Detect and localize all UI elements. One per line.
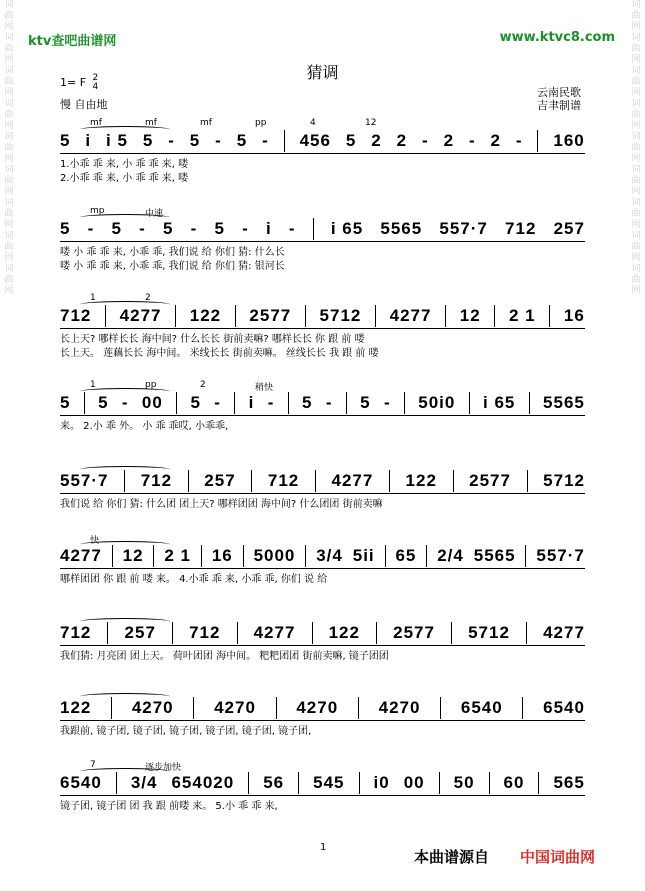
meter-top: 2 bbox=[92, 73, 99, 83]
beam-line bbox=[60, 645, 585, 646]
watermark-glyph: 曲 bbox=[631, 110, 641, 120]
bar-line bbox=[385, 545, 386, 567]
bar-line bbox=[237, 622, 238, 644]
watermark-glyph: 词 bbox=[631, 99, 641, 109]
notation-line bbox=[60, 470, 585, 492]
meter-bottom: 4 bbox=[92, 82, 99, 92]
watermark-glyph: 网 bbox=[631, 286, 641, 296]
bar-line bbox=[346, 392, 347, 414]
watermark-glyph: 网 bbox=[4, 22, 14, 32]
note-group: 712 bbox=[505, 219, 537, 238]
source-label: 本曲谱源自 bbox=[414, 848, 490, 866]
note-group: - bbox=[262, 131, 269, 150]
watermark-glyph: 网 bbox=[4, 154, 14, 164]
score-mark: 稍快 bbox=[255, 383, 274, 393]
bar-line bbox=[176, 392, 177, 414]
note-group: 4277 bbox=[119, 306, 162, 325]
score-arranger: 吉聿制谱 bbox=[537, 99, 581, 112]
note-group: 00 bbox=[403, 773, 425, 792]
note-group: 5712 bbox=[468, 623, 510, 642]
note-group: 557·7 bbox=[60, 471, 109, 490]
bar-line bbox=[440, 697, 441, 719]
note-group: 4270 bbox=[296, 698, 339, 717]
note-group: 257 bbox=[553, 219, 585, 238]
note-group: 50i0 bbox=[418, 393, 456, 412]
note-group: 5 bbox=[98, 393, 109, 412]
song-title: 猜调 bbox=[306, 63, 339, 82]
beam-line bbox=[60, 415, 585, 416]
bar-line bbox=[107, 622, 108, 644]
score-mark: pp bbox=[255, 118, 267, 128]
note-group: 2 bbox=[371, 131, 382, 150]
note-group: 2577 bbox=[249, 306, 292, 325]
watermark-glyph: 词 bbox=[4, 99, 14, 109]
note-group: 4270 bbox=[378, 698, 421, 717]
note-group: 557·7 bbox=[536, 546, 585, 565]
lyric-line: 长上天。 莲藕长长 海中间。 米线长长 街前卖嘛。 丝线长长 我 跟 前 喽 bbox=[60, 348, 379, 359]
lyric-line: 1.小乖 乖 来, 小 乖 乖 来, 喽 bbox=[60, 159, 189, 170]
note-group: 5565 bbox=[473, 546, 516, 565]
note-group: - bbox=[468, 131, 476, 150]
bar-line bbox=[84, 392, 85, 414]
note-group: i bbox=[85, 131, 92, 150]
lyric-line: 2.小乖 乖 来, 小 乖 乖 来, 喽 bbox=[60, 173, 189, 184]
watermark-glyph: 词 bbox=[4, 264, 14, 274]
bar-line bbox=[288, 392, 289, 414]
watermark-glyph: 词 bbox=[631, 198, 641, 208]
score-row bbox=[60, 697, 585, 739]
watermark-glyph: 曲 bbox=[631, 11, 641, 21]
lyric-line: 长上天? 哪样长长 海中间? 什么长长 街前卖嘛? 哪样长长 你 跟 前 喽 bbox=[60, 334, 365, 345]
lyric-line: 喽 小 乖 乖 来, 小乖 乖, 我们说 给 你们 猜: 什么长 bbox=[60, 247, 285, 258]
bar-line bbox=[494, 305, 495, 327]
key-signature bbox=[60, 74, 98, 92]
note-group: i 5 bbox=[106, 131, 128, 150]
note-group: 12 bbox=[459, 306, 481, 325]
note-group: 5 bbox=[190, 393, 201, 412]
note-group: 545 bbox=[313, 773, 345, 792]
score-row bbox=[60, 206, 585, 274]
note-group: 00 bbox=[141, 393, 163, 412]
watermark-glyph: 网 bbox=[4, 286, 14, 296]
note-group: 4270 bbox=[214, 698, 256, 717]
bar-line bbox=[305, 305, 306, 327]
lyric-line: 来。 2.小 乖 外。 小 乖 乖哎, 小乖乖, bbox=[60, 421, 229, 432]
bar-line bbox=[276, 697, 277, 719]
note-group: 50 bbox=[453, 773, 475, 792]
note-group: 65 bbox=[395, 546, 417, 565]
note-group: - bbox=[515, 131, 523, 150]
bar-line bbox=[112, 545, 113, 567]
score-mark: 4 bbox=[310, 118, 316, 128]
note-group: 4270 bbox=[131, 698, 174, 717]
bar-line bbox=[116, 772, 117, 794]
note-group: 6540 bbox=[543, 698, 585, 717]
bar-line bbox=[549, 305, 550, 327]
watermark-glyph: 词 bbox=[631, 33, 641, 43]
watermark-glyph: 网 bbox=[631, 121, 641, 131]
note-group: - bbox=[215, 131, 222, 150]
note-group: 5 bbox=[360, 393, 371, 412]
note-group: 257 bbox=[204, 471, 236, 490]
note-group: 5565 bbox=[543, 393, 585, 412]
note-group: 4277 bbox=[389, 306, 432, 325]
note-group: 5 bbox=[60, 393, 71, 412]
watermark-glyph: 曲 bbox=[631, 77, 641, 87]
note-group: 2577 bbox=[469, 471, 511, 490]
watermark-glyph: 曲 bbox=[631, 242, 641, 252]
score-row bbox=[60, 622, 585, 664]
bar-line bbox=[305, 545, 306, 567]
bar-line bbox=[469, 392, 470, 414]
note-group: 712 bbox=[267, 471, 300, 490]
score-mark: mf bbox=[145, 118, 157, 128]
bar-line bbox=[188, 470, 189, 492]
notation-line bbox=[60, 545, 585, 567]
note-group: 3/4 bbox=[316, 546, 343, 565]
note-group: - bbox=[190, 219, 198, 238]
note-group: 654020 bbox=[171, 773, 235, 792]
bar-line bbox=[489, 772, 490, 794]
lyric-line: 我们猜: 月亮团 团上天。 荷叶团团 海中间。 粑粑团团 街前卖嘛, 镜子团团 bbox=[60, 651, 389, 662]
note-group: 712 bbox=[60, 306, 92, 325]
note-group: 160 bbox=[553, 131, 585, 150]
note-group: 2/4 bbox=[437, 546, 464, 565]
watermark-glyph: 词 bbox=[631, 165, 641, 175]
watermark-glyph: 网 bbox=[631, 187, 641, 197]
note-group: 5565 bbox=[380, 219, 423, 238]
note-group: 2 bbox=[396, 131, 408, 150]
watermark-glyph: 曲 bbox=[631, 275, 641, 285]
note-group: i 65 bbox=[483, 393, 516, 412]
watermark-glyph: 词 bbox=[4, 66, 14, 76]
tempo-marking: 慢 自由地 bbox=[60, 98, 108, 111]
page-number: 1 bbox=[320, 842, 327, 853]
bar-line bbox=[284, 130, 285, 152]
bar-line bbox=[172, 622, 173, 644]
notation-line bbox=[60, 697, 585, 719]
brand-name[interactable]: 中国词曲网 bbox=[520, 848, 596, 866]
note-group: i bbox=[248, 393, 255, 412]
watermark-glyph: 曲 bbox=[4, 143, 14, 153]
watermark-glyph: 曲 bbox=[631, 209, 641, 219]
note-group: - bbox=[422, 131, 429, 150]
score-mark: 12 bbox=[365, 118, 377, 128]
bar-line bbox=[358, 697, 359, 719]
score-mark: mp bbox=[90, 206, 105, 216]
note-group: 2 1 bbox=[164, 546, 192, 565]
notation-line bbox=[60, 622, 585, 644]
bar-line bbox=[537, 130, 538, 152]
watermark-glyph: 词 bbox=[4, 132, 14, 142]
watermark-glyph: 网 bbox=[4, 55, 14, 65]
watermark-glyph: 网 bbox=[631, 220, 641, 230]
watermark-glyph: 词 bbox=[631, 264, 641, 274]
note-group: i 65 bbox=[330, 219, 364, 238]
note-group: 5 bbox=[60, 131, 71, 150]
bar-line bbox=[298, 772, 299, 794]
note-group: 5712 bbox=[543, 471, 585, 490]
bar-line bbox=[439, 772, 440, 794]
bar-line bbox=[538, 772, 539, 794]
note-group: 5000 bbox=[253, 546, 296, 565]
beam-line bbox=[60, 241, 585, 242]
song-origin: 云南民歌 bbox=[537, 86, 581, 99]
notation-line bbox=[60, 218, 585, 240]
score-mark: 2 bbox=[145, 293, 151, 303]
lyric-line: 我们说 给 你们 猜: 什么团 团上天? 哪样团团 海中间? 什么团团 街前卖嘛 bbox=[60, 499, 383, 510]
note-group: 565 bbox=[553, 773, 585, 792]
note-group: 6540 bbox=[60, 773, 102, 792]
note-group: 2 1 bbox=[508, 306, 536, 325]
notation-line bbox=[60, 392, 585, 414]
score-row bbox=[60, 293, 585, 361]
key-label: 1= F bbox=[60, 76, 87, 89]
note-group: 5 bbox=[162, 219, 174, 238]
bar-line bbox=[389, 470, 390, 492]
score-mark: 1 bbox=[90, 293, 96, 303]
watermark-glyph: 曲 bbox=[4, 11, 14, 21]
watermark-glyph: 网 bbox=[4, 88, 14, 98]
score-row bbox=[60, 536, 585, 587]
bar-line bbox=[193, 697, 194, 719]
score-mark: mf bbox=[200, 118, 212, 128]
note-group: 5 bbox=[142, 131, 154, 150]
note-group: 4277 bbox=[253, 623, 296, 642]
note-group: 712 bbox=[60, 623, 92, 642]
note-group: 5 bbox=[189, 131, 201, 150]
watermark-glyph: 曲 bbox=[4, 275, 14, 285]
score-row bbox=[60, 470, 585, 512]
beam-line bbox=[60, 493, 585, 494]
score-mark: 7 bbox=[90, 760, 96, 770]
bar-line bbox=[313, 218, 314, 240]
note-group: - bbox=[87, 219, 95, 238]
note-group: - bbox=[121, 393, 129, 412]
bar-line bbox=[312, 622, 313, 644]
note-group: 4277 bbox=[331, 471, 374, 490]
bar-line bbox=[251, 470, 252, 492]
watermark-glyph: 网 bbox=[4, 121, 14, 131]
bar-line bbox=[315, 470, 316, 492]
score-mark: pp bbox=[145, 380, 157, 390]
bar-line bbox=[248, 772, 249, 794]
note-group: 12 bbox=[122, 546, 144, 565]
note-group: - bbox=[168, 131, 175, 150]
note-group: 16 bbox=[563, 306, 585, 325]
beam-line bbox=[60, 328, 585, 329]
watermark-glyph: 词 bbox=[4, 0, 14, 10]
watermark-glyph: 曲 bbox=[4, 44, 14, 54]
bar-line bbox=[426, 545, 427, 567]
bar-line bbox=[525, 545, 526, 567]
bar-line bbox=[201, 545, 202, 567]
note-group: 5ii bbox=[352, 546, 375, 565]
note-group: 5712 bbox=[319, 306, 362, 325]
note-group: 5 bbox=[236, 131, 248, 150]
bar-line bbox=[243, 545, 244, 567]
note-group: - bbox=[267, 393, 275, 412]
note-group: 60 bbox=[503, 773, 525, 792]
watermark-glyph: 网 bbox=[631, 22, 641, 32]
watermark-glyph: 曲 bbox=[4, 242, 14, 252]
note-group: - bbox=[242, 219, 249, 238]
note-group: 5 bbox=[60, 219, 71, 238]
bar-line bbox=[527, 470, 528, 492]
note-group: 557·7 bbox=[439, 219, 488, 238]
note-group: 5 bbox=[302, 393, 313, 412]
watermark-glyph: 词 bbox=[4, 231, 14, 241]
bar-line bbox=[375, 305, 376, 327]
watermark-glyph: 词 bbox=[631, 132, 641, 142]
watermark-glyph: 曲 bbox=[4, 110, 14, 120]
site-url-right[interactable]: www.ktvc8.com bbox=[499, 30, 615, 45]
score-mark: 2 bbox=[200, 380, 206, 390]
note-group: 3/4 bbox=[130, 773, 158, 792]
score-mark: 逐步加快 bbox=[145, 763, 182, 773]
lyric-line: 镜子团, 镜子团 团 我 跟 前喽 来。 5.小 乖 乖 来, bbox=[60, 801, 278, 812]
note-group: - bbox=[325, 393, 333, 412]
note-group: 5 bbox=[214, 219, 225, 238]
bar-line bbox=[453, 470, 454, 492]
watermark-glyph: 词 bbox=[4, 165, 14, 175]
notation-line bbox=[60, 772, 585, 794]
watermark-glyph: 曲 bbox=[631, 176, 641, 186]
bar-line bbox=[235, 305, 236, 327]
score-mark: mf bbox=[90, 118, 102, 128]
watermark-glyph: 曲 bbox=[4, 77, 14, 87]
note-group: 5 bbox=[345, 131, 357, 150]
score-row bbox=[60, 118, 585, 186]
note-group: - bbox=[383, 393, 391, 412]
lyric-line: 哪样团团 你 跟 前 喽 来。 4.小乖 乖 来, 小乖 乖, 你们 说 给 bbox=[60, 574, 328, 585]
note-group: 712 bbox=[189, 623, 221, 642]
bar-line bbox=[529, 392, 530, 414]
beam-line bbox=[60, 568, 585, 569]
bar-line bbox=[111, 697, 112, 719]
notation-line bbox=[60, 130, 585, 152]
score-mark: 中速 bbox=[145, 209, 164, 219]
watermark-glyph: 词 bbox=[631, 0, 641, 10]
lyric-line: 我跟前, 镜子团, 镜子团, 镜子团, 镜子团, 镜子团, 镜子团, bbox=[60, 726, 312, 737]
note-group: 122 bbox=[328, 623, 360, 642]
bar-line bbox=[124, 470, 125, 492]
note-group: 2 bbox=[490, 131, 501, 150]
note-group: 456 bbox=[299, 131, 331, 150]
beam-line bbox=[60, 153, 585, 154]
watermark-glyph: 网 bbox=[631, 88, 641, 98]
note-group: 122 bbox=[189, 306, 222, 325]
site-name-left[interactable]: ktv查吧曲谱网 bbox=[28, 34, 117, 49]
watermark-glyph: 曲 bbox=[631, 143, 641, 153]
note-group: i0 bbox=[373, 773, 390, 792]
note-group: - bbox=[288, 219, 296, 238]
bar-line bbox=[175, 305, 176, 327]
note-group: 5 bbox=[111, 219, 122, 238]
watermark-glyph: 曲 bbox=[631, 44, 641, 54]
score-row bbox=[60, 760, 585, 814]
score-mark: 快 bbox=[90, 536, 100, 546]
bar-line bbox=[376, 622, 377, 644]
note-group: - bbox=[214, 393, 221, 412]
beam-line bbox=[60, 795, 585, 796]
watermark-glyph: 曲 bbox=[4, 176, 14, 186]
bar-line bbox=[105, 305, 106, 327]
bar-line bbox=[451, 622, 452, 644]
bar-line bbox=[153, 545, 154, 567]
note-group: 16 bbox=[211, 546, 233, 565]
bar-line bbox=[445, 305, 446, 327]
bar-line bbox=[359, 772, 360, 794]
note-group: 712 bbox=[140, 471, 173, 490]
watermark-glyph: 词 bbox=[631, 231, 641, 241]
watermark-left-column bbox=[2, 0, 16, 297]
note-group: 122 bbox=[60, 698, 92, 717]
watermark-glyph: 网 bbox=[4, 187, 14, 197]
note-group: 4277 bbox=[543, 623, 585, 642]
notation-line bbox=[60, 305, 585, 327]
watermark-glyph: 词 bbox=[4, 33, 14, 43]
beam-line bbox=[60, 720, 585, 721]
score-row bbox=[60, 380, 585, 434]
watermark-glyph: 网 bbox=[631, 55, 641, 65]
note-group: 2577 bbox=[393, 623, 435, 642]
note-group: i bbox=[265, 219, 272, 238]
watermark-glyph: 曲 bbox=[4, 209, 14, 219]
note-group: - bbox=[139, 219, 146, 238]
note-group: 257 bbox=[124, 623, 156, 642]
bar-line bbox=[404, 392, 405, 414]
watermark-glyph: 词 bbox=[631, 66, 641, 76]
watermark-glyph: 词 bbox=[4, 198, 14, 208]
time-signature bbox=[93, 74, 99, 92]
bar-line bbox=[522, 697, 523, 719]
note-group: 2 bbox=[443, 131, 455, 150]
bar-line bbox=[234, 392, 235, 414]
watermark-glyph: 网 bbox=[4, 253, 14, 263]
watermark-glyph: 网 bbox=[631, 253, 641, 263]
note-group: 6540 bbox=[460, 698, 503, 717]
note-group: 122 bbox=[405, 471, 437, 490]
note-group: 56 bbox=[263, 773, 285, 792]
note-group: 4277 bbox=[60, 546, 102, 565]
lyric-line: 喽 小 乖 乖 来, 小乖 乖, 我们说 给 你们 猜: 银河长 bbox=[60, 261, 285, 272]
score-mark: 1 bbox=[90, 380, 96, 390]
watermark-glyph: 网 bbox=[631, 154, 641, 164]
bar-line bbox=[526, 622, 527, 644]
watermark-glyph: 网 bbox=[4, 220, 14, 230]
watermark-right-column bbox=[629, 0, 643, 297]
